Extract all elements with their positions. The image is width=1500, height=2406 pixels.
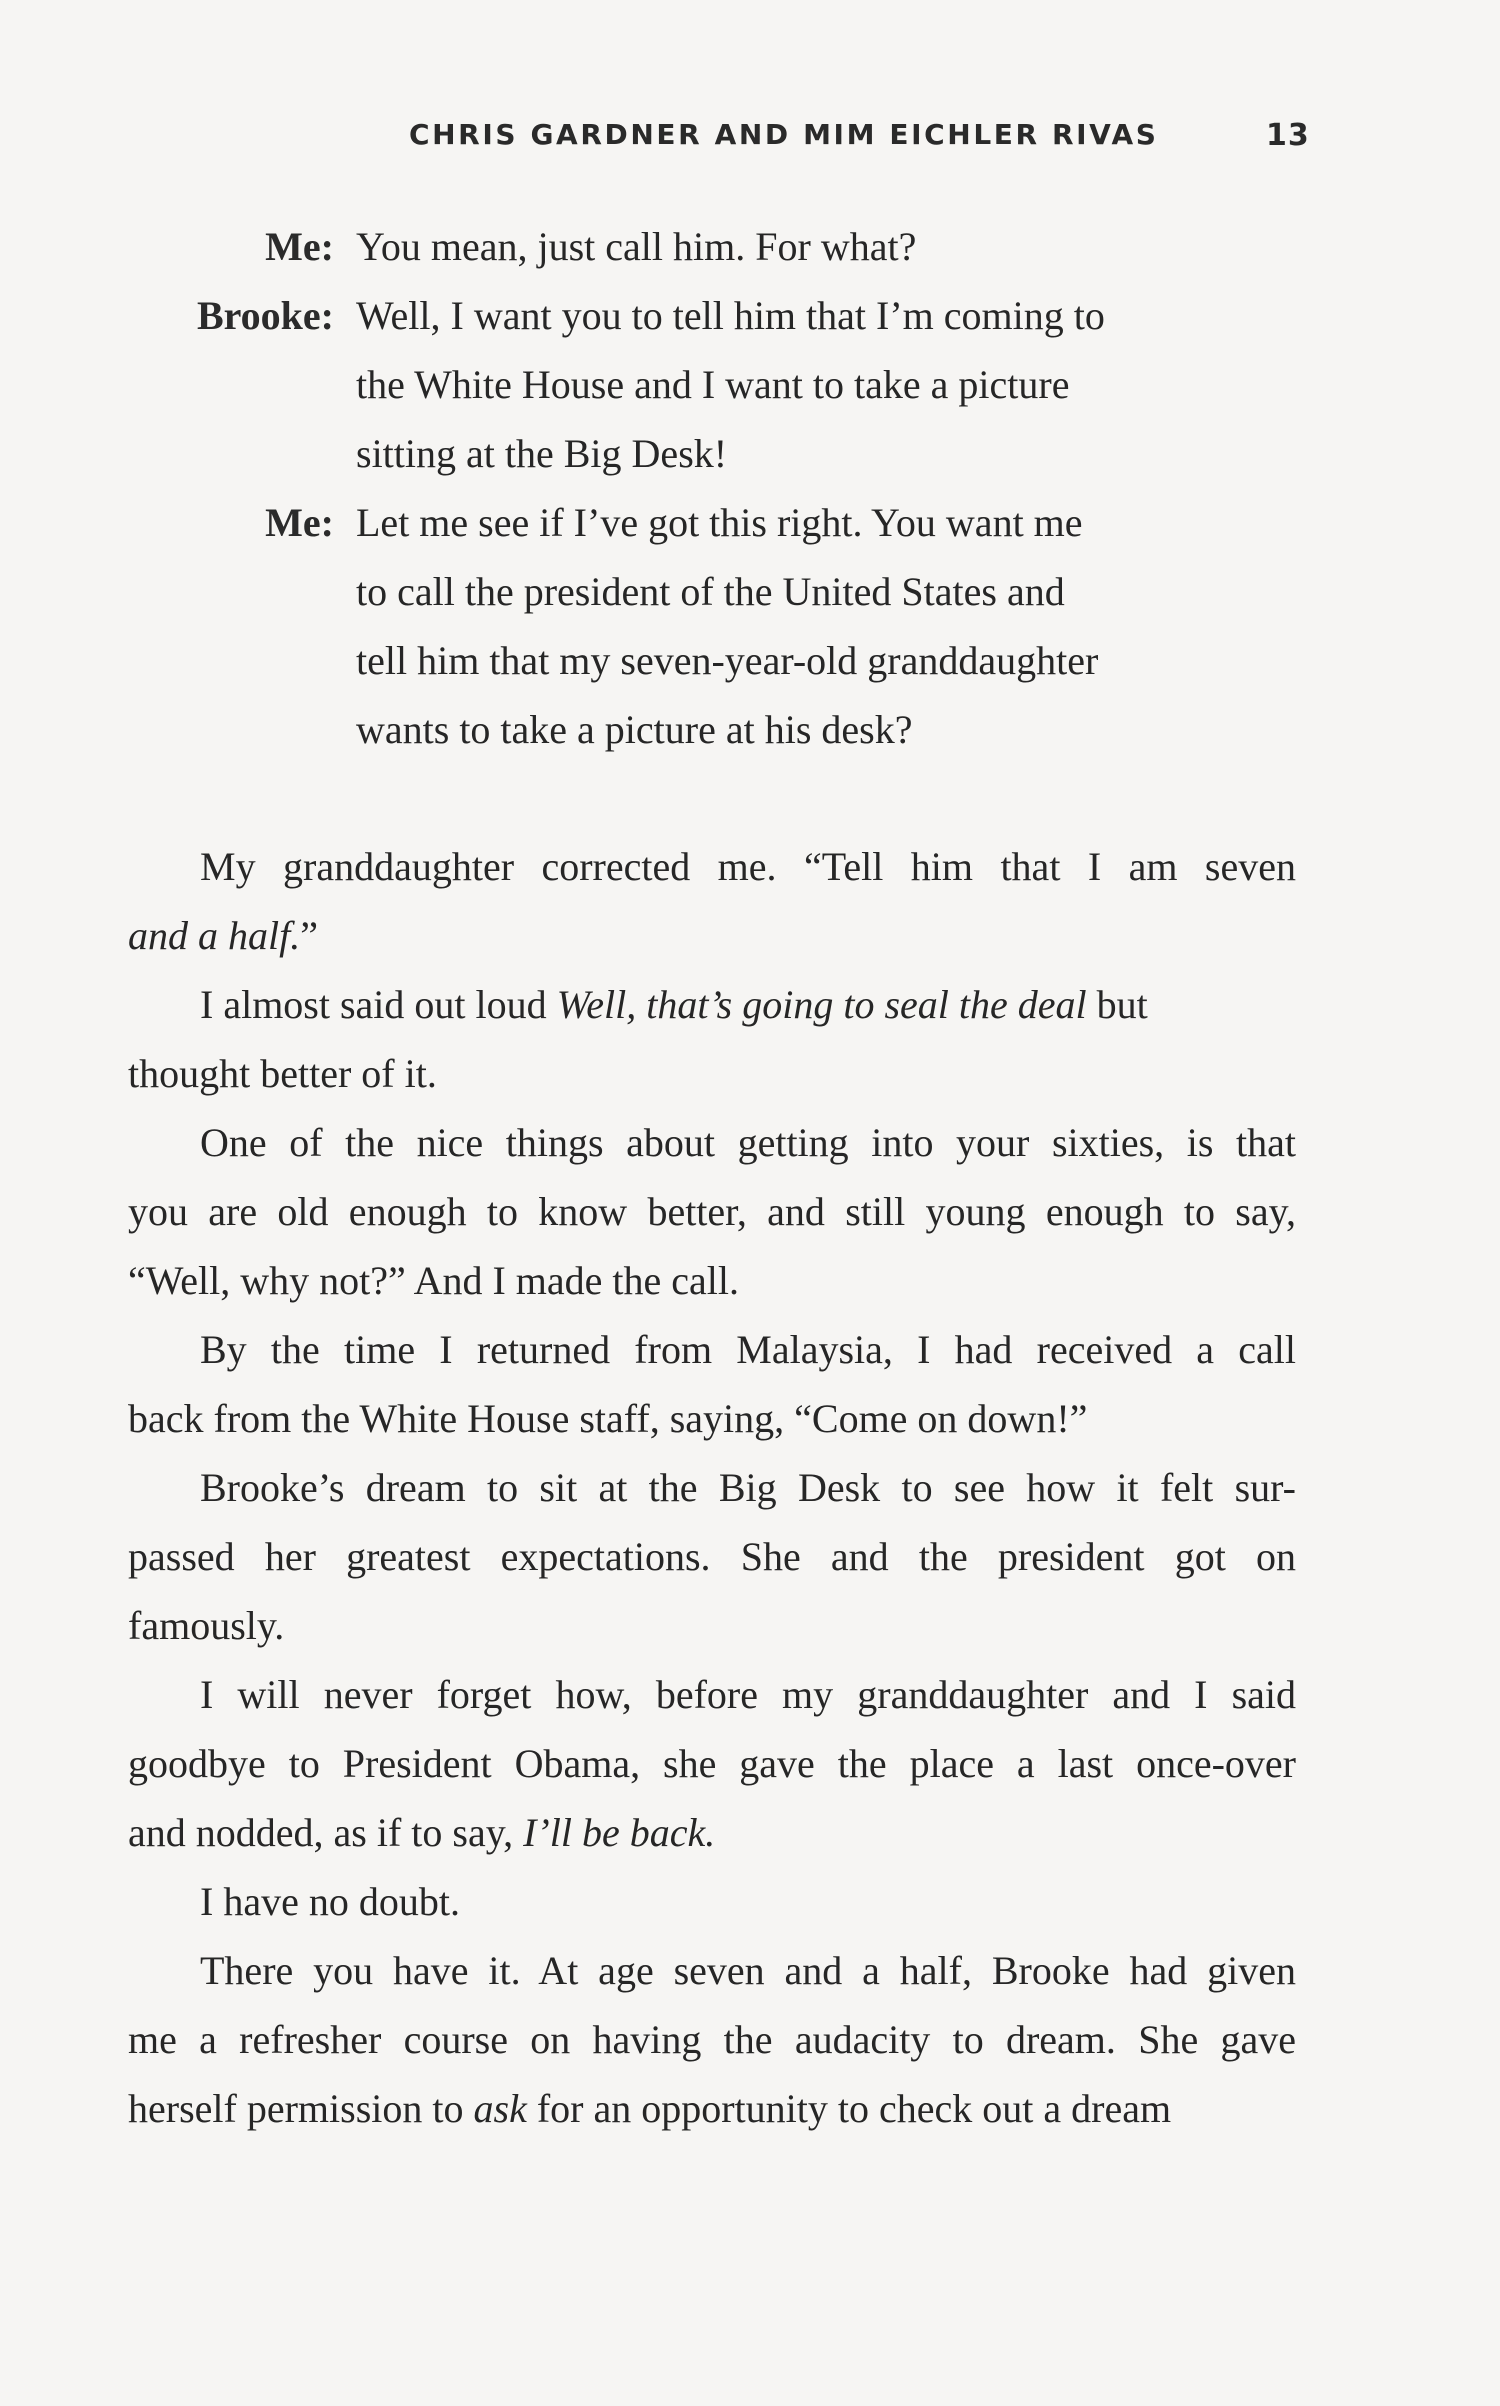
text-line: There you have it. At age seven and a half, Brooke had given <box>200 1948 1296 1993</box>
text-line <box>128 1798 1296 1867</box>
dialogue-block <box>0 212 1500 764</box>
speech-line: You mean, just call him. For what? <box>356 224 917 269</box>
text-line: My granddaughter corrected me. “Tell him that I am seven <box>200 844 1296 889</box>
text-line <box>128 970 1296 1039</box>
text-line <box>128 901 1296 970</box>
text-fragment: I almost said out loud <box>200 982 557 1027</box>
page-number: 13 <box>1266 118 1310 153</box>
dialogue-exchange <box>0 281 1500 488</box>
speech-text <box>356 281 1256 488</box>
text-line: goodbye to President Obama, she gave the place a last once-over <box>128 1741 1296 1786</box>
text-line: you are old enough to know better, and still young enough to say, <box>128 1189 1296 1234</box>
speech-text <box>356 212 1256 281</box>
text-fragment: herself permission to <box>128 2086 474 2131</box>
dialogue-exchange <box>0 488 1500 764</box>
text-line: thought better of it. <box>128 1051 437 1096</box>
speech-line: Let me see if I’ve got this right. You want me <box>356 500 1083 545</box>
running-head <box>0 118 1500 168</box>
text-fragment: for an opportunity to check out a dream <box>526 2086 1172 2131</box>
speaker-label: Brooke: <box>196 293 334 338</box>
text-line: passed her greatest expectations. She and the president got on <box>128 1534 1296 1579</box>
text-line: Brooke’s dream to sit at the Big Desk to see how it felt sur- <box>200 1465 1296 1510</box>
text-fragment: ” <box>300 913 318 958</box>
running-head-title: CHRIS GARDNER AND MIM EICHLER RIVAS <box>409 118 1159 151</box>
text-fragment: but <box>1086 982 1148 1027</box>
text-line: “Well, why not?” And I made the call. <box>128 1258 740 1303</box>
italic-text: Well, that’s going to seal the deal <box>556 982 1087 1027</box>
italic-text: ask <box>473 2086 527 2131</box>
italic-text: I’ll be back. <box>523 1810 716 1855</box>
text-line: One of the nice things about getting into your sixties, is that <box>200 1120 1296 1165</box>
text-line: By the time I returned from Malaysia, I had received a call <box>200 1327 1296 1372</box>
text-line: back from the White House staff, saying, “Come on down!” <box>128 1396 1088 1441</box>
speaker-label: Me: <box>265 224 334 269</box>
speech-line: tell him that my seven-year-old granddaughter <box>356 638 1099 683</box>
text-line: me a refresher course on having the audacity to dream. She gave <box>128 2017 1296 2062</box>
text-line: famously. <box>128 1603 285 1648</box>
text-line: I will never forget how, before my granddaughter and I said <box>200 1672 1296 1717</box>
speech-line: the White House and I want to take a picture <box>356 362 1070 407</box>
speaker-label: Me: <box>265 500 334 545</box>
text-line <box>128 2074 1296 2143</box>
speech-line: wants to take a picture at his desk? <box>356 707 913 752</box>
text-line: I have no doubt. <box>200 1879 460 1924</box>
body-text <box>128 832 1296 2143</box>
speech-text <box>356 488 1256 764</box>
speech-line: Well, I want you to tell him that I’m coming to <box>356 293 1105 338</box>
italic-text: and a half. <box>128 913 301 958</box>
text-fragment: and nodded, as if to say, <box>128 1810 524 1855</box>
dialogue-exchange <box>0 212 1500 281</box>
speech-line: to call the president of the United States and <box>356 569 1065 614</box>
speech-line: sitting at the Big Desk! <box>356 431 728 476</box>
